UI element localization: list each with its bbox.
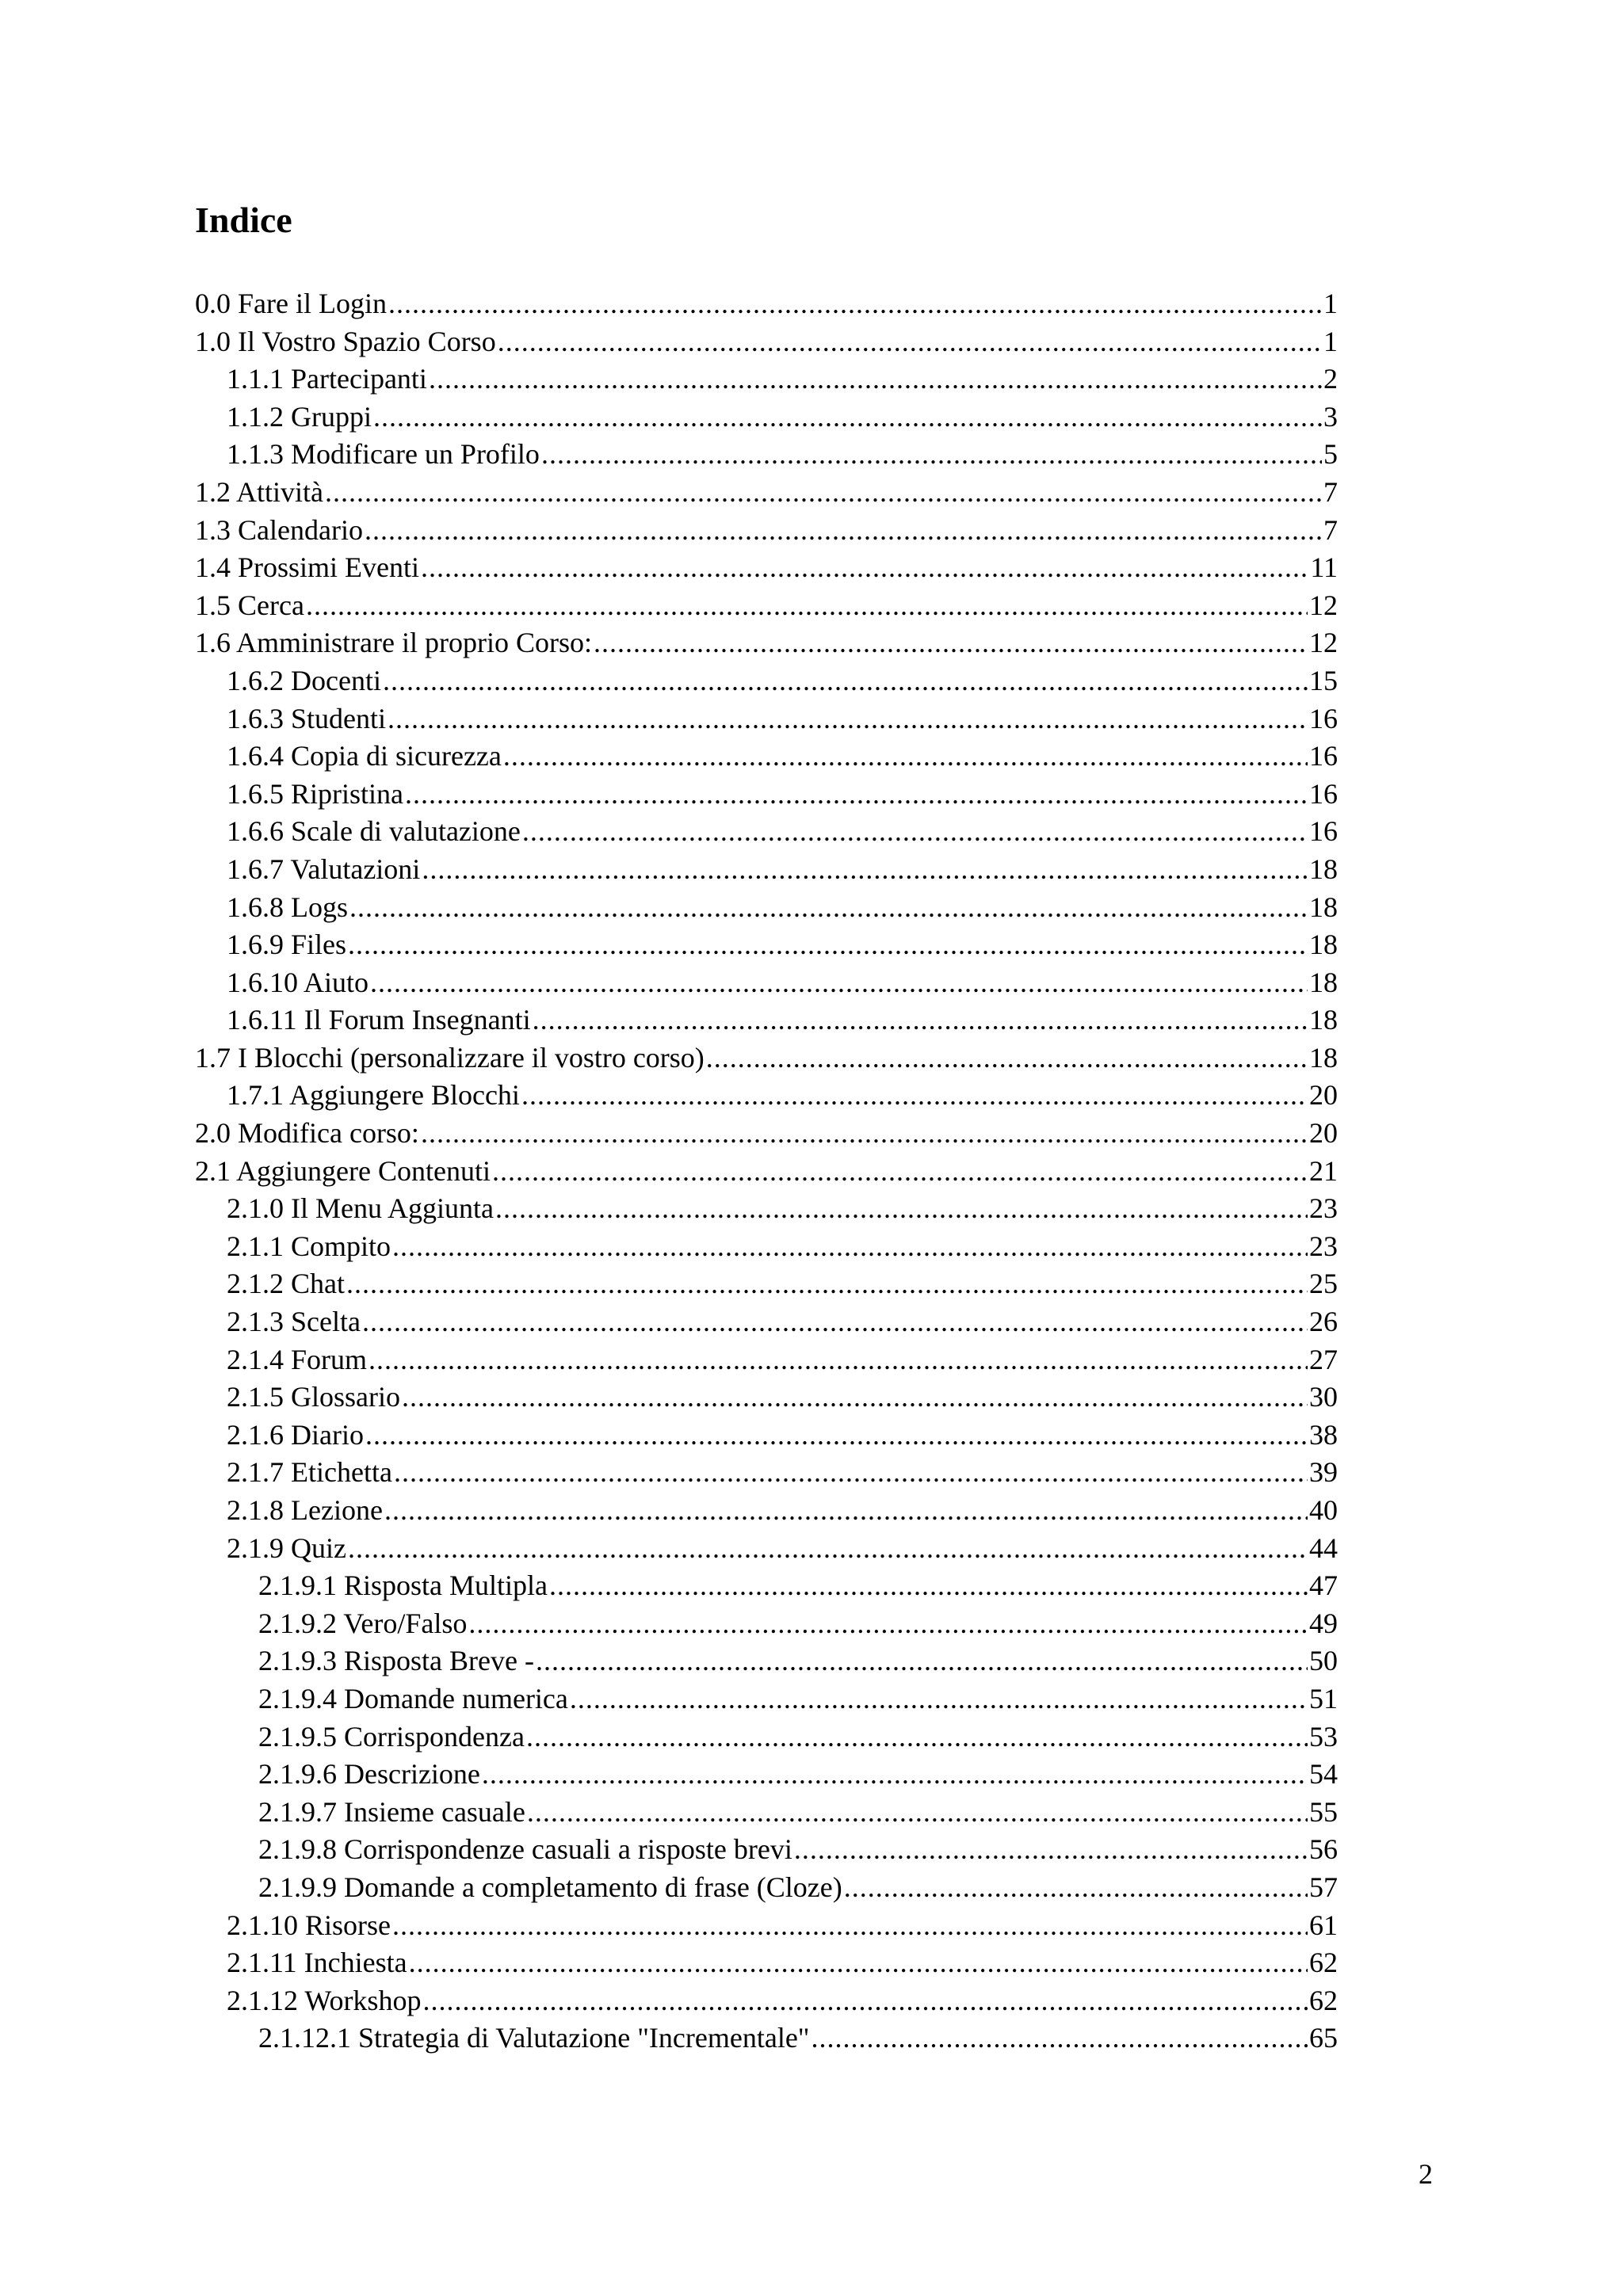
toc-entry-page-number: 39 <box>1309 1456 1338 1489</box>
toc-dot-leader <box>492 1153 1308 1191</box>
toc-entry <box>195 1303 1338 1341</box>
toc-dot-leader <box>521 1077 1308 1115</box>
toc-entry <box>195 1228 1338 1266</box>
toc-entry-label: 2.1.9.7 Insieme casuale <box>258 1795 525 1828</box>
toc-entry-label: 2.1.9.2 Vero/Falso <box>258 1607 468 1639</box>
toc-entry <box>195 926 1338 964</box>
toc-entry <box>195 964 1338 1002</box>
toc-entry-page-number: 49 <box>1309 1607 1338 1639</box>
toc-entry-label: 2.1.9.4 Domande numerica <box>258 1682 568 1714</box>
toc-entry-page-number: 38 <box>1309 1418 1338 1451</box>
toc-entry <box>195 399 1338 437</box>
toc-dot-leader <box>388 700 1308 738</box>
toc-entry-label: 0.0 Fare il Login <box>195 288 387 319</box>
toc-entry-page-number: 5 <box>1323 438 1338 471</box>
toc-entry-label: 1.6 Amministrare il proprio Corso: <box>195 627 592 659</box>
toc-entry-label: 2.1.11 Inchiesta <box>227 1947 407 1979</box>
toc-entry-label: 1.3 Calendario <box>195 513 363 546</box>
toc-entry <box>195 360 1338 399</box>
toc-entry <box>195 1492 1338 1530</box>
toc-entry-label: 2.1.10 Risorse <box>227 1909 391 1941</box>
toc-entry-page-number: 27 <box>1309 1343 1338 1375</box>
toc-entry <box>195 474 1338 512</box>
toc-dot-leader <box>409 1944 1308 1982</box>
toc-dot-leader <box>365 512 1322 550</box>
toc-dot-leader <box>533 1001 1308 1039</box>
toc-entry <box>195 1077 1338 1115</box>
toc-entry-label: 1.6.7 Valutazioni <box>227 852 421 885</box>
toc-dot-leader <box>394 1454 1308 1492</box>
toc-entry <box>195 1756 1338 1794</box>
toc-entry-label: 2.1.9 Quiz <box>227 1531 346 1564</box>
page-number: 2 <box>1419 2158 1433 2190</box>
toc-entry <box>195 1869 1338 1907</box>
toc-entry-page-number: 57 <box>1309 1871 1338 1903</box>
toc-dot-leader <box>383 662 1308 700</box>
toc-entry-page-number: 25 <box>1309 1268 1338 1300</box>
toc-entry <box>195 1907 1338 1945</box>
toc-entry <box>195 889 1338 927</box>
toc-entry-page-number: 51 <box>1309 1682 1338 1714</box>
toc-dot-leader <box>402 1379 1308 1417</box>
toc-entry <box>195 1190 1338 1228</box>
toc-entry-page-number: 7 <box>1323 513 1338 546</box>
toc-entry-page-number: 21 <box>1309 1154 1338 1187</box>
toc-entry-page-number: 7 <box>1323 475 1338 508</box>
toc-entry-label: 1.5 Cerca <box>195 589 304 621</box>
toc-entry <box>195 1530 1338 1568</box>
toc-dot-leader <box>570 1680 1308 1718</box>
toc-entry <box>195 285 1338 323</box>
toc-entry-label: 1.1.3 Modificare un Profilo <box>227 438 540 471</box>
toc-entry-label: 2.1.6 Diario <box>227 1418 364 1451</box>
toc-dot-leader <box>370 964 1308 1002</box>
toc-entry <box>195 1982 1338 2020</box>
toc-entry-label: 1.6.2 Docenti <box>227 664 381 696</box>
toc-entry-page-number: 65 <box>1309 2022 1338 2054</box>
toc-entry-page-number: 30 <box>1309 1381 1338 1413</box>
toc-dot-leader <box>346 1265 1308 1303</box>
toc-entry <box>195 1153 1338 1191</box>
toc-entry-label: 2.1.9.6 Descrizione <box>258 1758 480 1791</box>
toc-entry <box>195 1115 1338 1153</box>
toc-entry-label: 2.1.9.3 Risposta Breve - <box>258 1645 534 1677</box>
toc-entry-page-number: 1 <box>1323 325 1338 357</box>
toc-entry-label: 2.1.9.9 Domande a completamento di frase (Cloze) <box>258 1871 842 1903</box>
toc-entry-label: 1.0 Il Vostro Spazio Corso <box>195 325 496 357</box>
toc-entry <box>195 436 1338 474</box>
toc-dot-leader <box>306 587 1308 625</box>
toc-dot-leader <box>526 1718 1308 1756</box>
toc-entry <box>195 1567 1338 1605</box>
toc-dot-leader <box>536 1642 1308 1680</box>
toc-entry-page-number: 2 <box>1323 363 1338 395</box>
toc-entry-page-number: 53 <box>1309 1720 1338 1753</box>
toc-dot-leader <box>482 1756 1308 1794</box>
toc-entry-page-number: 15 <box>1309 664 1338 696</box>
toc-entry-label: 1.6.6 Scale di valutazione <box>227 815 521 848</box>
toc-dot-leader <box>503 738 1308 776</box>
toc-entry-page-number: 12 <box>1309 589 1338 621</box>
toc-entry-page-number: 20 <box>1309 1117 1338 1150</box>
toc-entry-page-number: 16 <box>1309 740 1338 772</box>
toc-entry <box>195 624 1338 662</box>
toc-entry-page-number: 3 <box>1323 400 1338 433</box>
toc-entry <box>195 1417 1338 1455</box>
toc-entry-page-number: 18 <box>1309 966 1338 998</box>
toc-entry-page-number: 18 <box>1309 852 1338 885</box>
toc-entry-page-number: 26 <box>1309 1306 1338 1338</box>
toc-entry-page-number: 20 <box>1309 1079 1338 1112</box>
toc-entry-label: 2.1.12 Workshop <box>227 1984 422 2016</box>
toc-entry-page-number: 16 <box>1309 777 1338 810</box>
toc-entry-page-number: 18 <box>1309 1004 1338 1036</box>
toc-dot-leader <box>422 851 1308 889</box>
toc-entry-label: 1.7.1 Aggiungere Blocchi <box>227 1079 520 1112</box>
toc-entry-page-number: 23 <box>1309 1192 1338 1225</box>
toc-entry-label: 2.1.1 Compito <box>227 1230 391 1262</box>
toc-dot-leader <box>388 285 1322 323</box>
toc-entry-label: 2.1.5 Glossario <box>227 1381 400 1413</box>
toc-entry-label: 2.1.7 Etichetta <box>227 1456 392 1489</box>
toc-entry-label: 1.6.8 Logs <box>227 891 348 923</box>
toc-entry-label: 2.1.4 Forum <box>227 1343 368 1375</box>
toc-entry <box>195 323 1338 361</box>
toc-entry-page-number: 62 <box>1309 1947 1338 1979</box>
toc-entry-label: 2.1.3 Scelta <box>227 1306 361 1338</box>
toc-entry-label: 1.6.5 Ripristina <box>227 777 403 810</box>
toc-dot-leader <box>549 1567 1308 1605</box>
toc-dot-leader <box>392 1228 1308 1266</box>
toc-entry-label: 1.6.3 Studenti <box>227 702 387 734</box>
toc-entry-page-number: 61 <box>1309 1909 1338 1941</box>
toc-dot-leader <box>369 1341 1308 1379</box>
toc-dot-leader <box>429 360 1322 399</box>
toc-entry <box>195 700 1338 738</box>
toc-entry-label: 1.6.10 Aiuto <box>227 966 369 998</box>
page-title: Indice <box>195 200 292 240</box>
toc-entry-page-number: 44 <box>1309 1531 1338 1564</box>
toc-dot-leader <box>498 323 1322 361</box>
toc-entry-label: 1.6.4 Copia di sicurezza <box>227 740 502 772</box>
toc-entry-label: 1.7 I Blocchi (personalizzare il vostro corso) <box>195 1041 705 1074</box>
toc-dot-leader <box>421 549 1308 587</box>
toc-entry <box>195 549 1338 587</box>
toc-entry-label: 2.1.8 Lezione <box>227 1494 383 1526</box>
toc-entry-page-number: 47 <box>1309 1569 1338 1602</box>
toc-entry <box>195 1039 1338 1077</box>
toc-entry-page-number: 18 <box>1309 891 1338 923</box>
toc-entry <box>195 1831 1338 1869</box>
toc-entry-label: 1.2 Attività <box>195 475 323 508</box>
toc-entry <box>195 1718 1338 1756</box>
toc-entry-label: 1.4 Prossimi Eventi <box>195 551 420 584</box>
toc-entry-label: 2.1.0 Il Menu Aggiunta <box>227 1192 494 1225</box>
toc-entry-page-number: 12 <box>1309 627 1338 659</box>
toc-entry-label: 2.1.9.5 Corrispondenza <box>258 1720 525 1753</box>
toc-entry <box>195 512 1338 550</box>
toc-entry-page-number: 40 <box>1309 1494 1338 1526</box>
toc-entry <box>195 851 1338 889</box>
toc-entry <box>195 587 1338 625</box>
toc-entry-page-number: 62 <box>1309 1984 1338 2016</box>
toc-dot-leader <box>522 813 1308 851</box>
toc-entry <box>195 1680 1338 1718</box>
toc-dot-leader <box>384 1492 1308 1530</box>
toc-entry-label: 2.1.9.8 Corrispondenze casuali a risposte brevi <box>258 1833 792 1866</box>
toc-entry <box>195 1379 1338 1417</box>
toc-entry <box>195 1944 1338 1982</box>
toc-entry-page-number: 16 <box>1309 815 1338 848</box>
toc-entry-page-number: 18 <box>1309 929 1338 961</box>
toc-entry-page-number: 54 <box>1309 1758 1338 1791</box>
toc-entry <box>195 662 1338 700</box>
toc-dot-leader <box>421 1115 1308 1153</box>
toc-dot-leader <box>348 1530 1308 1568</box>
toc-dot-leader <box>392 1907 1308 1945</box>
toc-dot-leader <box>527 1794 1308 1832</box>
toc-dot-leader <box>349 889 1308 927</box>
toc-dot-leader <box>468 1605 1308 1643</box>
toc-dot-leader <box>706 1039 1308 1077</box>
toc-entry <box>195 1265 1338 1303</box>
toc-entry <box>195 1794 1338 1832</box>
toc-dot-leader <box>325 474 1322 512</box>
toc-dot-leader <box>594 624 1308 662</box>
table-of-contents <box>195 285 1338 2058</box>
toc-entry <box>195 738 1338 776</box>
toc-entry <box>195 1454 1338 1492</box>
toc-entry <box>195 1642 1338 1680</box>
toc-entry-page-number: 55 <box>1309 1795 1338 1828</box>
toc-entry-page-number: 18 <box>1309 1041 1338 1074</box>
toc-entry-label: 2.1.12.1 Strategia di Valutazione "Incrementale" <box>258 2022 810 2054</box>
toc-entry-page-number: 1 <box>1323 288 1338 319</box>
toc-entry-page-number: 11 <box>1310 551 1338 584</box>
toc-dot-leader <box>365 1417 1308 1455</box>
toc-entry-label: 1.1.2 Gruppi <box>227 400 372 433</box>
toc-entry-page-number: 50 <box>1309 1645 1338 1677</box>
toc-dot-leader <box>541 436 1322 474</box>
toc-dot-leader <box>495 1190 1308 1228</box>
toc-entry-label: 1.6.11 Il Forum Insegnanti <box>227 1004 531 1036</box>
toc-dot-leader <box>405 776 1308 814</box>
toc-entry-page-number: 56 <box>1309 1833 1338 1866</box>
toc-dot-leader <box>373 399 1322 437</box>
toc-dot-leader <box>362 1303 1308 1341</box>
toc-entry-label: 2.1.9.1 Risposta Multipla <box>258 1569 548 1602</box>
toc-dot-leader <box>812 2019 1308 2058</box>
toc-entry <box>195 1001 1338 1039</box>
toc-entry <box>195 1341 1338 1379</box>
toc-entry-page-number: 16 <box>1309 702 1338 734</box>
toc-dot-leader <box>844 1869 1308 1907</box>
toc-dot-leader <box>794 1831 1308 1869</box>
toc-entry <box>195 776 1338 814</box>
toc-entry-page-number: 23 <box>1309 1230 1338 1262</box>
toc-entry-label: 2.1.2 Chat <box>227 1268 345 1300</box>
toc-entry <box>195 1605 1338 1643</box>
toc-entry <box>195 813 1338 851</box>
toc-entry-label: 1.6.9 Files <box>227 929 347 961</box>
toc-entry-label: 2.0 Modifica corso: <box>195 1117 419 1150</box>
toc-entry <box>195 2019 1338 2058</box>
toc-dot-leader <box>422 1982 1308 2020</box>
toc-entry-label: 1.1.1 Partecipanti <box>227 363 427 395</box>
toc-dot-leader <box>348 926 1308 964</box>
toc-entry-label: 2.1 Aggiungere Contenuti <box>195 1154 491 1187</box>
